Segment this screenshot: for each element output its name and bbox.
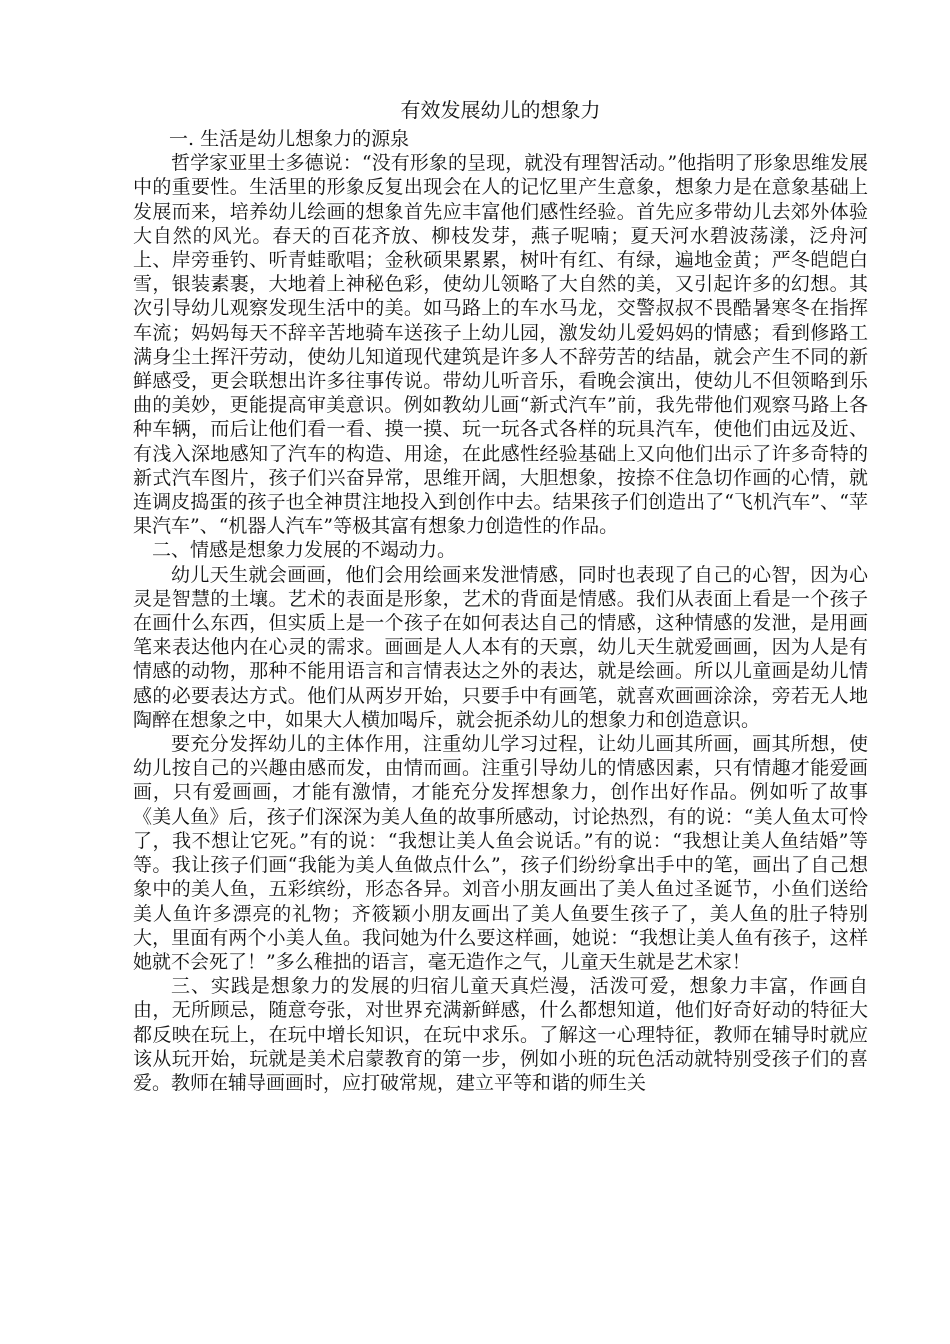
document-page (133, 97, 868, 1095)
section1-body: 哲学家亚里士多德说：“没有形象的呈现，就没有理智活动。”他指明了形象思维发展中的重要性。生活里的形象反复出现会在人的记忆里产生意象，想象力是在意象基础上发展而来，培养幼儿绘画的想象首先应丰富他们感性经验。首先应多带幼儿去郊外体验大自然的风光。春天的百花齐放、柳枝发芽，燕子呢喃；夏天河水碧波荡漾，泛舟河上、岸旁垂钓、听青蛙歌唱；金秋硕果累累，树叶有红、有绿，遍地金黄；严冬皑皑白雪，银装素裹，大地着上神秘色彩，使幼儿领略了大自然的美，又引起许多的幻想。其次引导幼儿观察发现生活中的美。如马路上的车水马龙，交警叔叔不畏酷暑寒冬在指挥车流；妈妈每天不辞辛苦地骑车送孩子上幼儿园，激发幼儿爱妈妈的情感；看到修路工满身尘土挥汗劳动，使幼儿知道现代建筑是许多人不辞劳苦的结晶，就会产生不同的新鲜感受，更会联想出许多往事传说。带幼儿听音乐，看晚会演出，使幼儿不但领略到乐曲的美妙，更能提高审美意识。例如教幼儿画“新式汽车”前，我先带他们观察马路上各种车辆，而后让他们看一看、摸一摸、玩一玩各式各样的玩具汽车，使他们由远及近、有浅入深地感知了汽车的构造、用途，在此感性经验基础上又向他们出示了许多奇特的新式汽车图片，孩子们兴奋异常，思维开阔，大胆想象，按捺不住急切作画的心情，就连调皮捣蛋的孩子也全神贯注地投入到创作中去。结果孩子们创造出了“飞机汽车”、“苹果汽车”、“机器人汽车”等极其富有想象力创造性的作品。 (133, 152, 868, 538)
document-title: 有效发展幼儿的想象力 (400, 98, 601, 122)
section3-paragraph: 三、实践是想象力的发展的归宿儿童天真烂漫，活泼可爱，想象力丰富，作画自由，无所顾忌，随意夸张，对世界充满新鲜感，什么都想知道，他们好奇好动的特征大都反映在玩上，在玩中增长知识，在玩中求乐。了解这一心理特征，教师在辅导时就应该从玩开始，玩就是美术启蒙教育的第一步，例如小班的玩色活动就特别受孩子们的喜爱。教师在辅导画画时，应打破常规，建立平等和谐的师生关 (133, 975, 868, 1094)
section2-paragraph-2: 要充分发挥幼儿的主体作用，注重幼儿学习过程，让幼儿画其所画，画其所想，使幼儿按自己的兴趣由感而发，由情而画。注重引导幼儿的情感因素，只有情趣才能爱画画，只有爱画画，才能有激情，才能充分发挥想象力，创作出好作品。例如听了故事《美人鱼》后，孩子们深深为美人鱼的故事所感动，讨论热烈，有的说：“美人鱼太可怜了，我不想让它死。”有的说：“我想让美人鱼会说话。”有的说：“我想让美人鱼结婚”等等。我让孩子们画“我能为美人鱼做点什么”，孩子们纷纷拿出手中的笔，画出了自己想象中的美人鱼，五彩缤纷，形态各异。刘音小朋友画出了美人鱼过圣诞节，小鱼们送给美人鱼许多漂亮的礼物；齐筱颖小朋友画出了美人鱼要生孩子了，美人鱼的肚子特别大，里面有两个小美人鱼。我问她为什么要这样画，她说：“我想让美人鱼有孩子，这样她就不会死了！”多么稚拙的语言，毫无造作之气，儿童天生就是艺术家！ (133, 733, 868, 973)
section1-heading: 一. 生活是幼儿想象力的源泉 (169, 128, 410, 150)
section2-paragraph-1: 幼儿天生就会画画，他们会用绘画来发泄情感，同时也表现了自己的心智，因为心灵是智慧的土壤。艺术的表面是形象，艺术的背面是情感。我们从表面上看是一个孩子在画什么东西，但实质上是一个孩子在如何表达自己的情感，这种情感的发泄，是用画笔来表达他内在心灵的需求。画画是人人本有的天禀，幼儿天生就爱画画，因为人是有情感的动物，那种不能用语言和言情表达之外的表达，就是绘画。所以儿童画是幼儿情感的必要表达方式。他们从两岁开始，只要手中有画笔，就喜欢画画涂涂，旁若无人地陶醉在想象之中，如果大人横加喝斥，就会扼杀幼儿的想象力和创造意识。 (133, 563, 868, 731)
section2-heading: 二、情感是想象力发展的不竭动力。 (152, 539, 457, 562)
